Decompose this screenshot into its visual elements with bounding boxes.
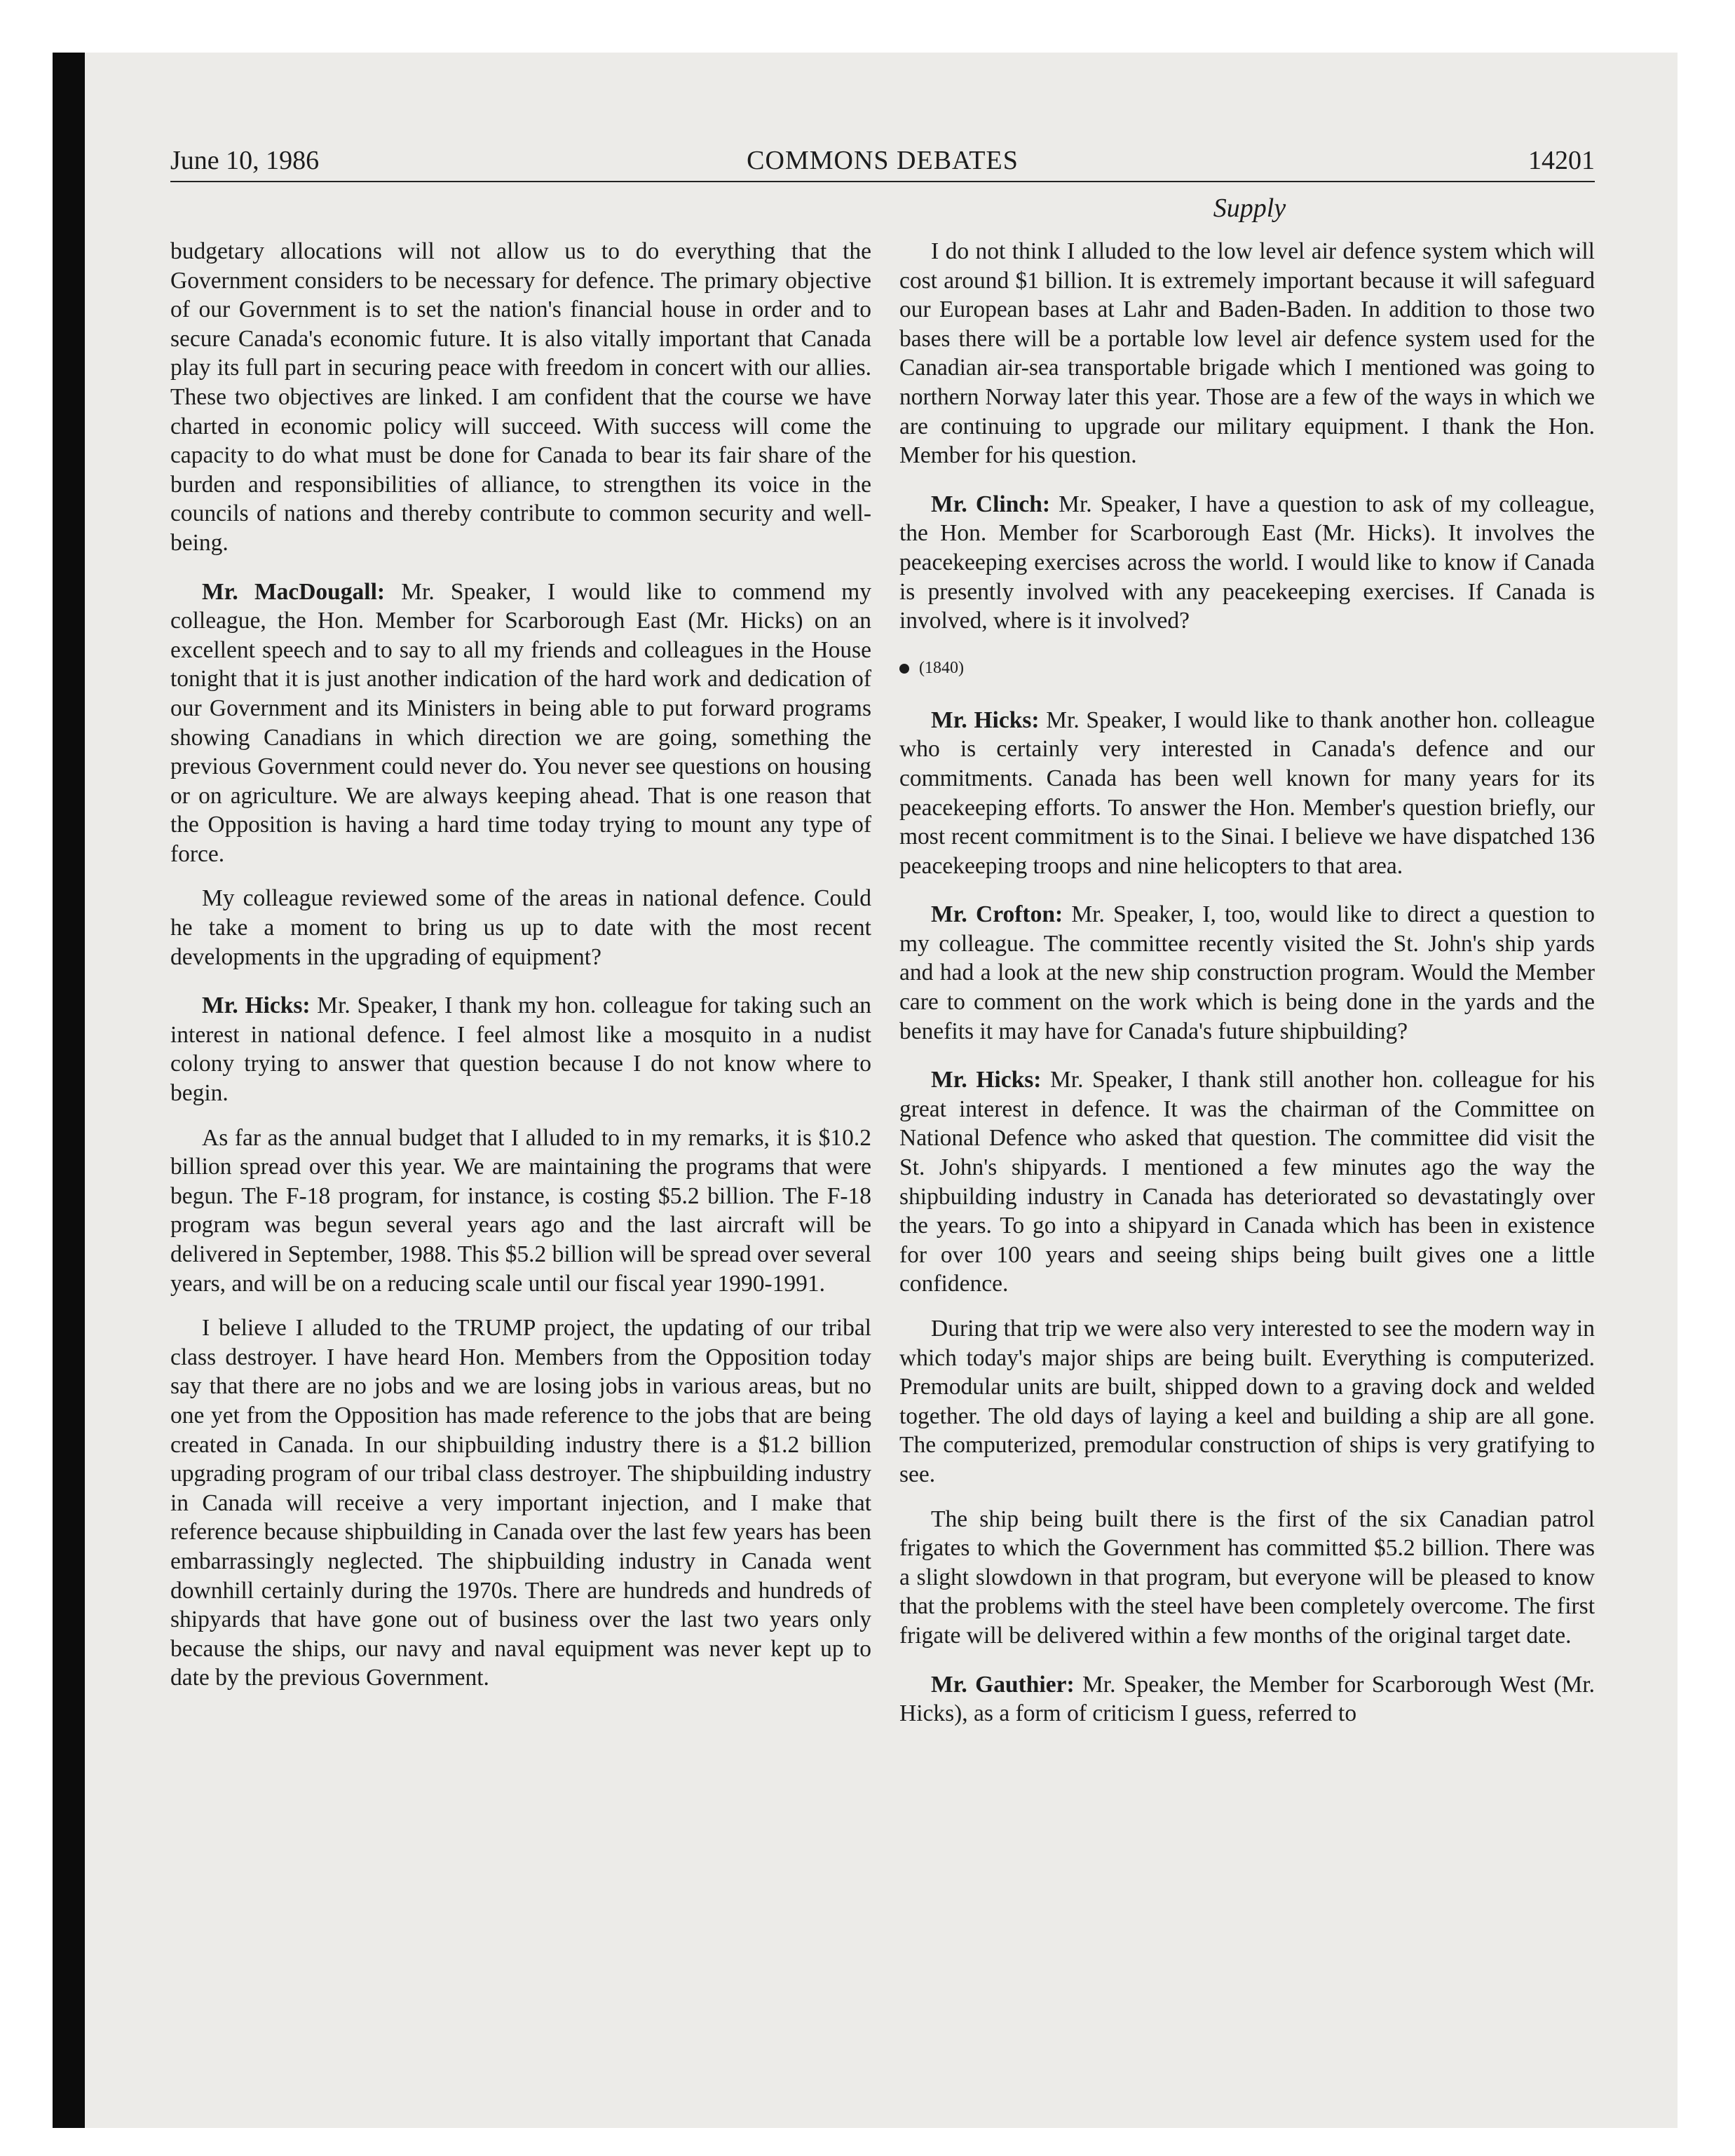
speech-gauthier: [899, 1670, 1595, 1728]
speech-text: Mr. Speaker, I would like to thank another hon. colleague who is certainly very interested in Canada's defence and our commitments. Canada has been well known for many years for its peacekeeping efforts. To answer the Hon. Member's question briefly, our most recent commitment is to the Sinai. I believe we have dispatched 136 peacekeeping troops and nine helicopters to that area.: [899, 707, 1595, 879]
speaker-name: Mr. Crofton:: [931, 901, 1063, 928]
speech-macdougall: [170, 578, 871, 869]
time-marker-text: (1840): [919, 658, 964, 677]
speaker-name: Mr. MacDougall:: [202, 578, 386, 605]
speech-text: Mr. Speaker, I, too, would like to direct a question to my colleague. The committee recently visited the St. John's ship yards and had a look at the new ship construction program. Would the Member care to comment on the work which is being done in the yards and the benefits it may have for Canada's future shipbuilding?: [899, 901, 1595, 1044]
speech-hicks: [170, 991, 871, 1107]
speech-hicks: [899, 1065, 1595, 1299]
header-publication: COMMONS DEBATES: [747, 146, 1019, 175]
paragraph: I do not think I alluded to the low level air defence system which will cost around $1 billion. It is extremely important because it will safeguard our European bases at Lahr and Baden-Baden. In addition to those two bases there will be a portable low level air defence system used for the Canadian air-sea transportable brigade which I mentioned was going to northern Norway later this year. Those are a few of the ways in which we are continuing to upgrade our military equipment. I thank the Hon. Member for his question.: [899, 238, 1595, 469]
speech-text: Mr. Speaker, I would like to commend my colleague, the Hon. Member for Scarborough East (Mr. Hicks) on an excellent speech and to say to all my friends and colleagues in the House tonight that it is just another indication of the hard work and dedication of our Government and its Ministers in being able to put forward programs showing Canadians in which direction we are going, something the previous Government could never do. You never see questions on housing or on agriculture. We are always keeping ahead. That is one reason that the Opposition is having a hard time today trying to mount any type of force.: [170, 578, 871, 867]
paragraph: The ship being built there is the first of the six Canadian patrol frigates to which the Government has committed $5.2 billion. There was a slight slowdown in that program, but everyone will be pleased to know that the problems with the steel have been completely overcome. The first frigate will be delivered within a few months of the original target date.: [899, 1506, 1595, 1649]
speaker-name: Mr. Gauthier:: [931, 1671, 1075, 1698]
binding-edge: [53, 53, 85, 2128]
speech-text: Mr. Speaker, I thank my hon. colleague for taking such an interest in national defence. I feel almost like a mosquito in a nudist colony trying to answer that question because I do not know where to begin.: [170, 992, 871, 1107]
speech-text: Mr. Speaker, I have a question to ask of my colleague, the Hon. Member for Scarborough East (Mr. Hicks). It involves the peacekeeping exercises across the world. I would like to know if Canada is presently involved with any peacekeeping exercises. If Canada is involved, where is it involved?: [899, 491, 1595, 634]
paragraph: My colleague reviewed some of the areas in national defence. Could he take a moment to bring us up to date with the most recent developments in the upgrading of equipment?: [170, 885, 871, 970]
speech-clinch: [899, 490, 1595, 636]
speech-crofton: [899, 900, 1595, 1046]
speech-text: Mr. Speaker, I thank still another hon. colleague for his great interest in defence. It was the chairman of the Committee on National Defence who asked that question. The committee did visit the St. John's shipyards. I mentioned a few minutes ago the way the shipbuilding industry in Canada has deteriorated so devastatingly over the years. To go into a shipyard in Canada which has been in existence for over 100 years and seeing ships being built gives one a little confidence.: [899, 1067, 1595, 1297]
bullet-icon: [899, 664, 909, 674]
speaker-name: Mr. Hicks:: [931, 1067, 1042, 1093]
page-header: [170, 140, 1595, 182]
section-title: Supply: [1213, 193, 1286, 223]
paragraph: As far as the annual budget that I alluded to in my remarks, it is $10.2 billion spread over this year. We are maintaining the programs that were begun. The F-18 program, for instance, is costing $5.2 billion. The F-18 program was begun several years ago and the last aircraft will be delivered in September, 1988. This $5.2 billion will be spread over several years, and will be on a reducing scale until our fiscal year 1990-1991.: [170, 1124, 871, 1297]
speaker-name: Mr. Hicks:: [202, 992, 311, 1019]
paragraph: I believe I alluded to the TRUMP project, the updating of our tribal class destroyer. I have heard Hon. Members from the Opposition today say that there are no jobs and we are losing jobs in various areas, but no one yet from the Opposition has made reference to the jobs that are being created in Canada. In our shipbuilding industry there is a $1.2 billion upgrading program of our tribal class destroyer. The shipbuilding industry in Canada will receive a very important injection, and I make that reference because shipbuilding in Canada over the last few years has been embarrassingly neglected. The shipbuilding industry in Canada went downhill certainly during the 1970s. There are hundreds and hundreds of shipyards that have gone out of business over the last two years only because the ships, our navy and naval equipment was never kept up to date by the previous Government.: [170, 1315, 871, 1691]
time-marker: [899, 654, 1595, 682]
speaker-name: Mr. Clinch:: [931, 491, 1051, 517]
header-page-number: 14201: [1528, 146, 1595, 175]
right-column: [899, 237, 1595, 1744]
speaker-name: Mr. Hicks:: [931, 707, 1040, 733]
left-column: [170, 237, 871, 1708]
speech-text: Mr. Speaker, the Member for Scarborough West (Mr. Hicks), as a form of criticism I guess, referred to: [899, 1671, 1595, 1727]
paragraph: During that trip we were also very interested to see the modern way in which today's major ships are being built. Everything is computerized. Premodular units are built, shipped down to a graving dock and welded together. The old days of laying a keel and building a ship are all gone. The computerized, premodular construction of ships is very gratifying to see.: [899, 1316, 1595, 1487]
speech-hicks: [899, 706, 1595, 881]
header-date: June 10, 1986: [170, 146, 320, 175]
paragraph: budgetary allocations will not allow us to do everything that the Government considers to be necessary for defence. The primary objective of our Government is to set the nation's financial house in order and to secure Canada's economic future. It is also vitally important that Canada play its full part in securing peace with freedom in concert with our allies. These two objectives are linked. I am confident that the course we have charted in economic policy will succeed. With success will come the capacity to do what must be done for Canada to bear its fair share of the burden and responsibilities of alliance, to strengthen its voice in the councils of nations and thereby contribute to common security and well-being.: [170, 238, 871, 556]
